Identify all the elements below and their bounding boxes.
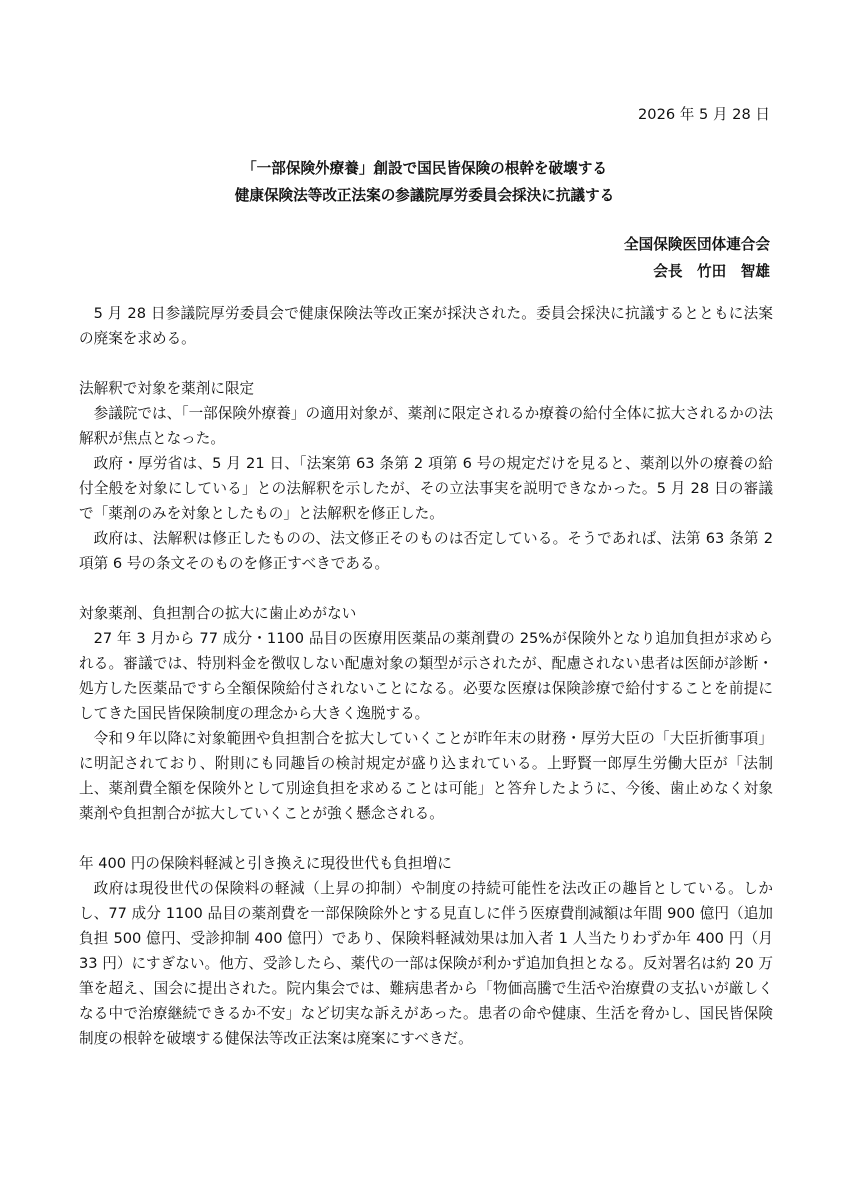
title-line-2: 健康保険法等改正法案の参議院厚労委員会採決に抗議する xyxy=(234,187,615,204)
section-1-paragraph-2: 政府・厚労省は、5 月 21 日、「法案第 63 条第 2 項第 6 号の規定だけを見ると、薬剤以外の療養の給付全般を対象にしている」との法解釈を示したが、その立法事実を説明できなかった。5 月 28 日の審議で「薬剤のみを対象としたもの」と法解釈を修正した。 xyxy=(79,455,773,522)
organization-name: 全国保険医団体連合会 xyxy=(624,236,770,253)
president-name: 会長 竹田 智雄 xyxy=(653,263,770,280)
document-date: 2026 年 5 月 28 日 xyxy=(638,106,770,123)
section-heading-2: 対象薬剤、負担割合の拡大に歯止めがない xyxy=(79,605,357,622)
signature-block xyxy=(624,231,770,285)
section-1-paragraph-3: 政府は、法解釈は修正したものの、法文修正そのものは否定している。そうであれば、法第 63 条第 2 項第 6 号の条文そのものを修正すべきである。 xyxy=(79,530,773,572)
section-1-paragraph-1: 参議院では、「一部保険外療養」の適用対象が、薬剤に限定されるか療養の給付全体に拡大されるかの法解釈が焦点となった。 xyxy=(79,405,773,447)
intro-paragraph: 5 月 28 日参議院厚労委員会で健康保険法等改正案が採決された。委員会採決に抗議するとともに法案の廃案を求める。 xyxy=(79,305,773,347)
document-body xyxy=(79,301,773,1051)
section-heading-1: 法解釈で対象を薬剤に限定 xyxy=(79,380,255,397)
section-3-paragraph-1: 政府は現役世代の保険料の軽減（上昇の抑制）や制度の持続可能性を法改正の趣旨としている。しかし、77 成分 1100 品目の薬剤費を一部保険除外とする見直しに伴う医療費削減額は年間 900 億円（追加負担 500 億円、受診抑制 400 億円）であり、保険料軽減効果は加入者 1 人当たりわずか年 400 円（月 33 円）にすぎない。他方、受診したら、薬代の一部は保険が利かず追加負担となる。反対署名は約 20 万筆を超え、国会に提出された。院内集会では、難病患者から「物価高騰で生活や治療費の支払いが厳しくなる中で治療継続できるか不安」など切実な訴えがあった。患者の命や健康、生活を脅かし、国民皆保険制度の根幹を破壊する健保法等改正法案は廃案にすべきだ。 xyxy=(79,880,773,1047)
document-title xyxy=(0,155,849,209)
section-heading-3: 年 400 円の保険料軽減と引き換えに現役世代も負担増に xyxy=(79,855,452,872)
title-line-1: 「一部保険外療養」創設で国民皆保険の根幹を破壊する xyxy=(242,160,607,177)
section-2-paragraph-1: 27 年 3 月から 77 成分・1100 品目の医療用医薬品の薬剤費の 25%が保険外となり追加負担が求められる。審議では、特別料金を徴収しない配慮対象の類型が示されたが、配慮されない患者は医師が診断・処方した医薬品ですら全額保険給付されないことになる。必要な医療は保険診療で給付することを前提にしてきた国民皆保険制度の理念から大きく逸脱する。 xyxy=(79,630,773,722)
section-2-paragraph-2: 令和９年以降に対象範囲や負担割合を拡大していくことが昨年末の財務・厚労大臣の「大臣折衝事項」に明記されており、附則にも同趣旨の検討規定が盛り込まれている。上野賢一郎厚生労働大臣が「法制上、薬剤費全額を保険外として別途負担を求めることは可能」と答弁したように、今後、歯止めなく対象薬剤や負担割合が拡大していくことが強く懸念される。 xyxy=(79,730,773,822)
